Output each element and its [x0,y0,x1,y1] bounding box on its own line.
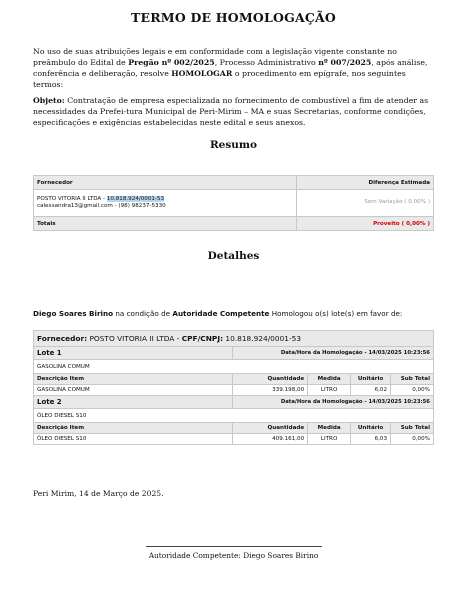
cnpj-label: CPF/CNPJ: [181,334,224,343]
intro-text-1: No uso de suas atribuições legais e em conformidade com a legislação vigente constante no preâmbulo do Edital de [33,47,397,67]
pregao-label: Pregão nº 002/2025 [128,58,215,67]
col-fornecedor: Fornecedor [34,176,297,190]
detalhes-table [33,330,434,445]
cnpj-value: 10.818.924/0001-53 [223,334,302,343]
col-quantidade: Quantidade [233,423,308,434]
homologar-label: HOMOLOGAR [171,69,233,78]
fornecedor-cell [34,331,434,347]
col-descricao: Descrição Item [34,423,233,434]
authority-name: Diego Soares Birino [33,309,114,318]
intro-text-4: o procedimento em epígrafe, nos seguintes termos: [33,69,406,89]
item-quantidade: 409.161,00 [233,434,308,445]
item-unitario: 6,03 [351,434,391,445]
item-medida: LITRO [308,434,351,445]
item-descricao: ÓLEO DIESEL S10 [34,434,233,445]
signature-text: Autoridade Competente: Diego Soares Birino [148,551,319,560]
lote-item: GASOLINA COMUM [34,360,434,374]
supplier-name: POSTO VITORIA II LTDA - [37,195,107,202]
intro-text-3: , após análise, conferência e deliberação, resolve [33,58,428,78]
objeto-label: Objeto: [33,96,65,105]
col-diferenca: Diferença Estimada [297,176,434,190]
resumo-supplier-row [34,190,434,217]
signature-line [146,546,322,547]
table-row [34,385,434,396]
col-unitario: Unitário [351,423,391,434]
fornecedor-label: Fornecedor: [37,334,88,343]
supplier-contact: calexsandra13@gmail.com - (98) 98237-5330 [37,203,166,209]
col-unitario: Unitário [351,374,391,385]
item-subtotal: 0,00% [391,385,434,396]
col-quantidade: Quantidade [233,374,308,385]
proveito-value: Proveito ( 0,00% ) [297,217,434,231]
fornecedor-name: POSTO VITORIA II LTDA - [87,334,182,343]
col-medida: Medida [308,374,351,385]
cond-text-1: na condição de [113,309,173,318]
item-subtotal: 0,00% [391,434,434,445]
resumo-totals-row [34,217,434,231]
cond-text-2: Homologou o(s) lote(s) em favor de: [269,309,403,318]
col-medida: Medida [308,423,351,434]
col-subtotal: Sub Total [391,423,434,434]
lote-header-row [34,396,434,409]
detalhes-title: Detalhes [207,250,260,262]
supplier-cell [34,190,297,217]
objeto-text: Contratação de empresa especializada no fornecimento de combustível a fim de atender as necessidades da Prefei-tura Municipal de Peri-Mirim – MA e suas Secretarias, conforme condições, especificações e exigências estabelecidas neste edital e seus anexos. [33,96,429,127]
variacao-cell: Sem Variação ( 0,00% ) [297,190,434,217]
item-quantidade: 339.198,00 [233,385,308,396]
document-title: TERMO DE HOMOLOGAÇÃO [130,10,337,25]
resumo-header-row [34,176,434,190]
col-descricao: Descrição Item [34,374,233,385]
date-line: Peri Mirim, 14 de Março de 2025. [33,489,164,498]
item-medida: LITRO [308,385,351,396]
processo-label: nº 007/2025 [318,58,372,67]
homologation-statement [33,309,438,318]
items-header-row [34,423,434,434]
table-row [34,434,434,445]
item-descricao: GASOLINA COMUM [34,385,233,396]
lote-item-row [34,409,434,423]
items-header-row [34,374,434,385]
resumo-title: Resumo [209,139,258,151]
item-unitario: 6,02 [351,385,391,396]
resumo-table [33,175,434,231]
supplier-cnpj[interactable]: 10.818.924/0001-53 [106,195,165,202]
lote-date: Data/Hora da Homologação - 14/03/2025 10:23:56 [233,396,434,409]
lote-label: Lote 2 [34,396,233,409]
intro-paragraph [33,46,438,90]
lote-item: ÓLEO DIESEL S10 [34,409,434,423]
lote-date: Data/Hora da Homologação - 14/03/2025 10:23:56 [233,347,434,360]
col-subtotal: Sub Total [391,374,434,385]
objeto-paragraph [33,95,438,128]
fornecedor-row [34,331,434,347]
totais-label: Totais [34,217,297,231]
lote-header-row [34,347,434,360]
authority-role: Autoridade Competente [172,309,270,318]
intro-text-2: , Processo Administrativo [214,58,319,67]
lote-item-row [34,360,434,374]
lote-label: Lote 1 [34,347,233,360]
